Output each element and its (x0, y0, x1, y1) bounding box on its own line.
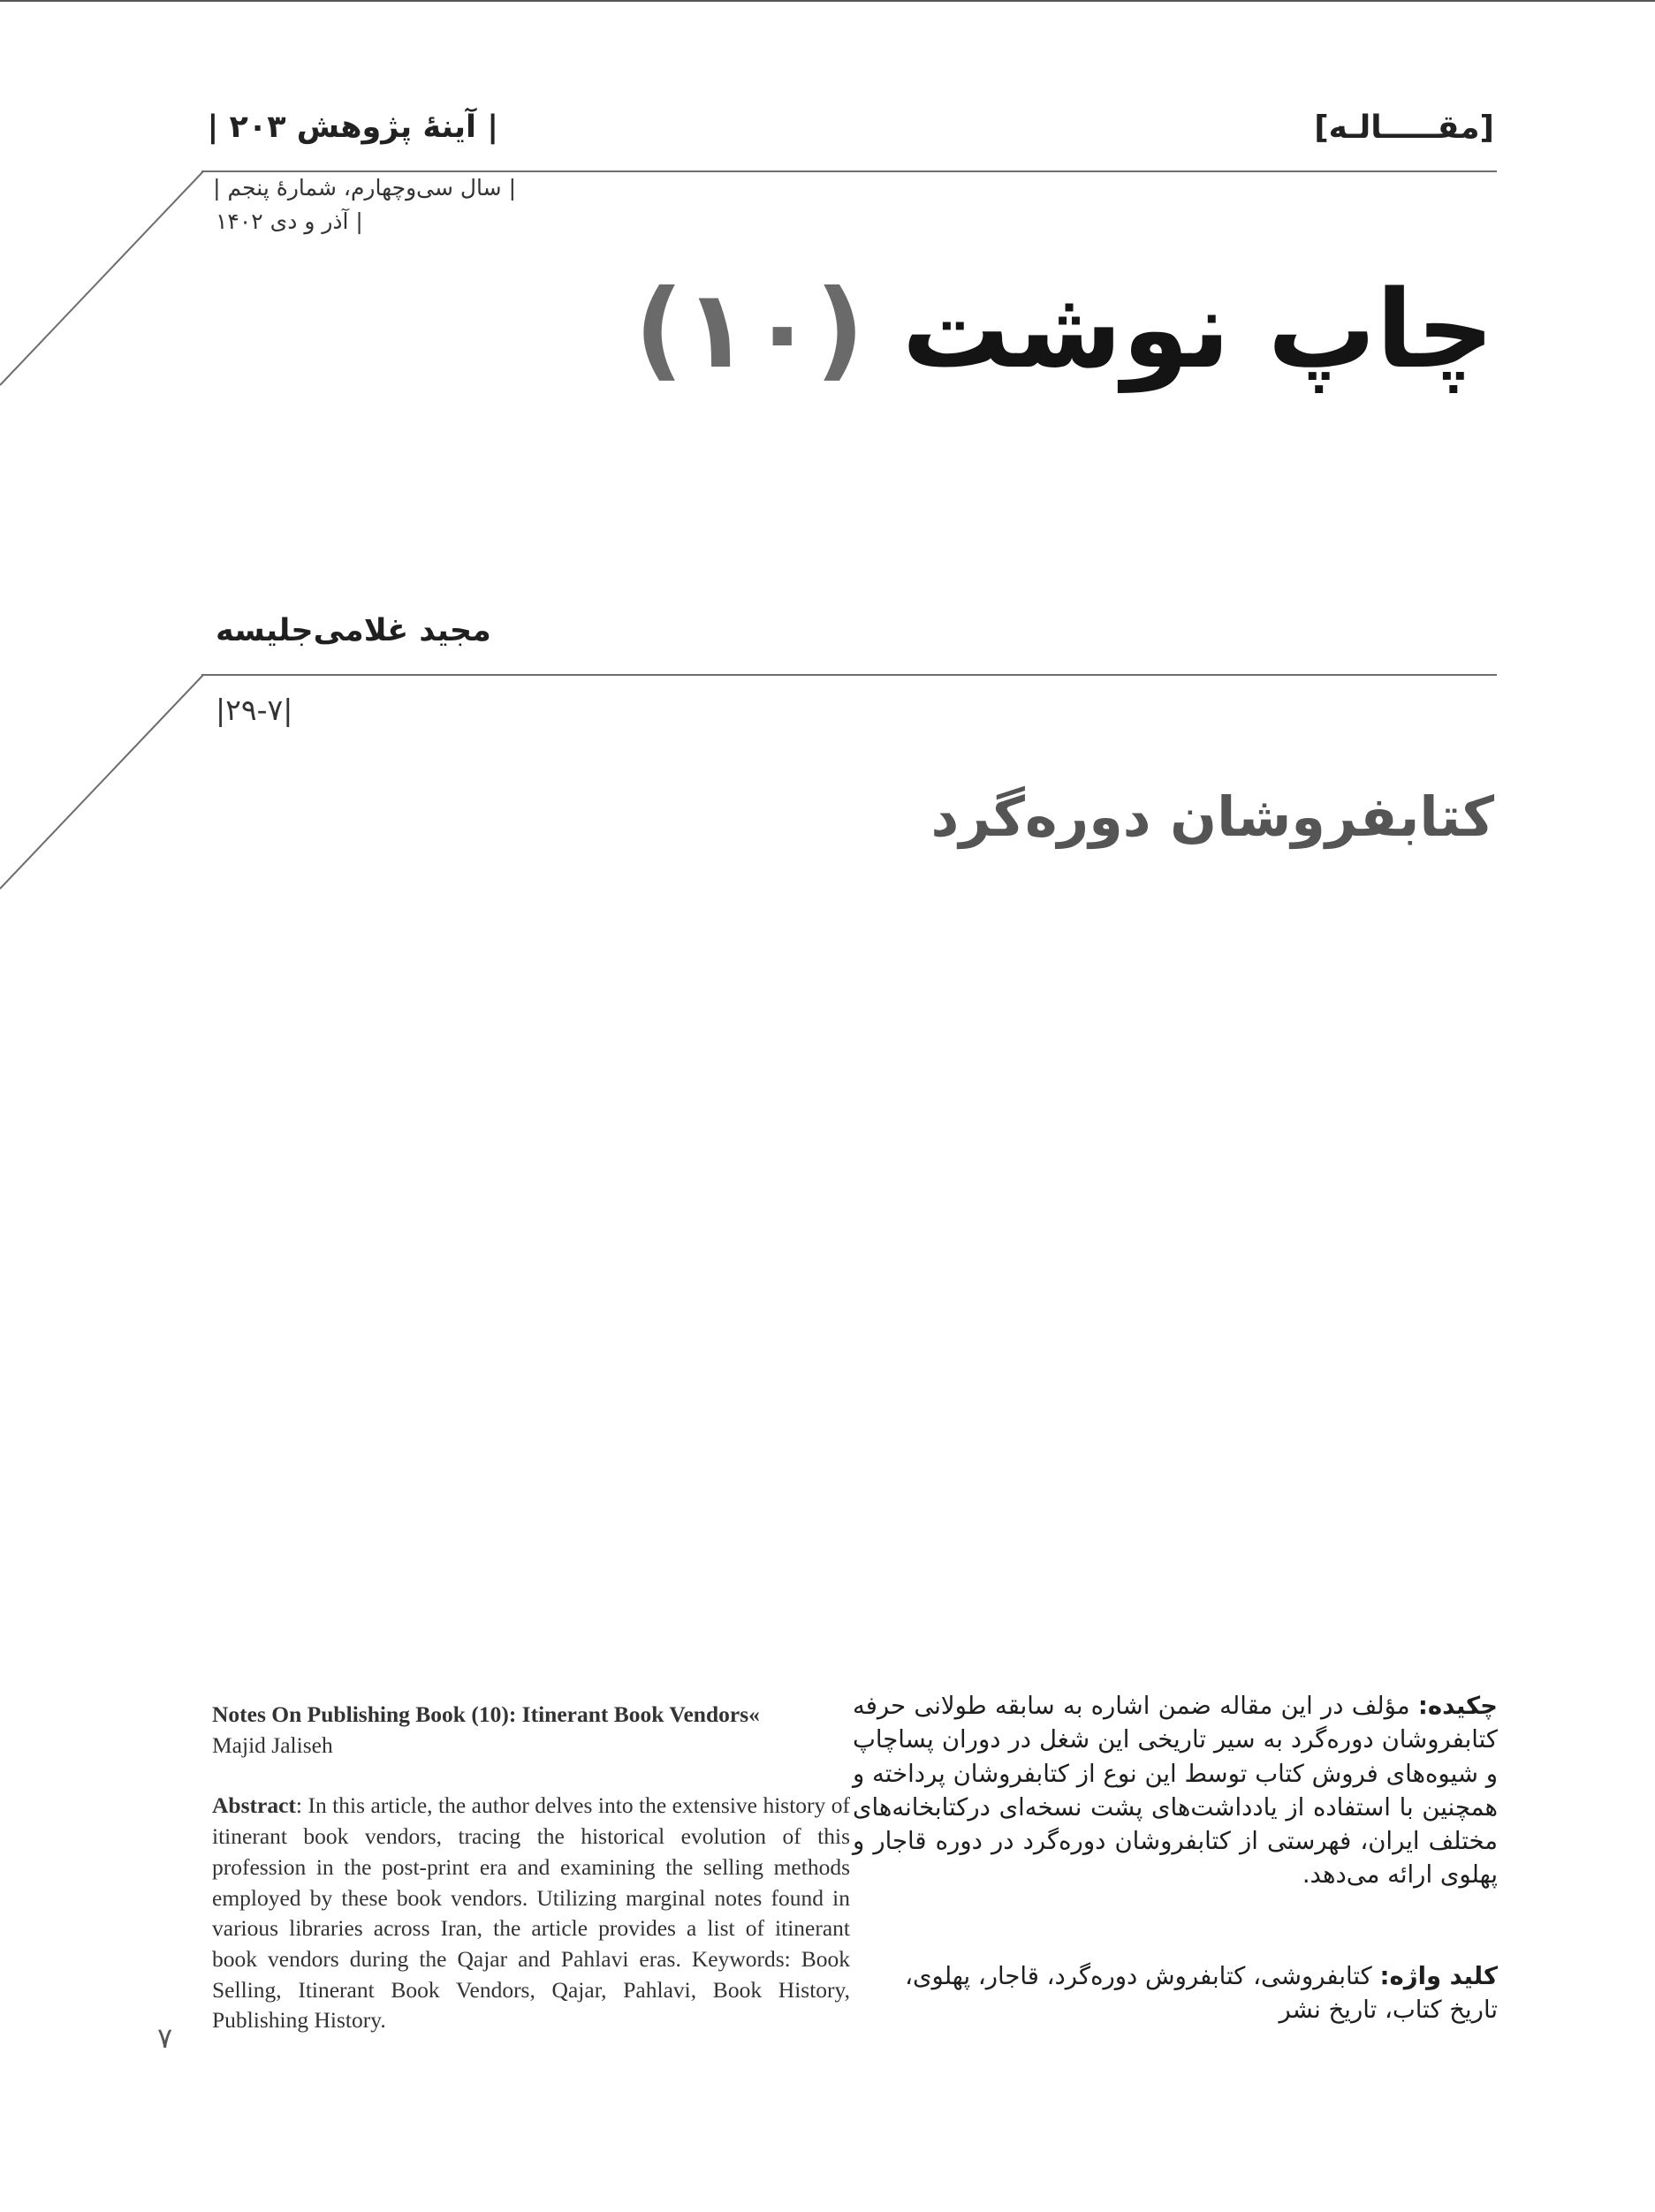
persian-abstract-label: چکیده: (1417, 1692, 1498, 1720)
english-abstract (212, 1791, 850, 2036)
issue-volume-line: | سال سی‌وچهارم، شمارۀ پنجم | (213, 175, 516, 201)
journal-header: | آینۀ پژوهش ۲۰۳ | (207, 110, 498, 145)
article-subtitle: کتابفروشان دوره‌گرد (930, 784, 1494, 849)
section-label: [مقـــــالـه] (1314, 110, 1494, 146)
page-range: |۲۹-۷| (216, 693, 293, 727)
page-title (611, 265, 1494, 394)
header-divider-line (201, 170, 1497, 172)
author-divider-line (201, 674, 1497, 676)
english-abstract-label: Abstract (212, 1792, 296, 1819)
english-abstract-text: : In this article, the author delves into the extensive history of itinerant book vendors, tracing the historical evolution of this profession in the post-print era and examining the selling methods employed by these book vendors. Utilizing marginal notes found in various libraries across Iran, the article provides a list of itinerant book vendors during the Qajar and Pahlavi eras. Keywords: Book Selling, Itinerant Book Vendors, Qajar, Pahlavi, Book History, Publishing History. (212, 1792, 850, 2034)
diagonal-decor-lines (0, 0, 212, 892)
persian-keywords (853, 1959, 1498, 2027)
english-author: Majid Jaliseh (212, 1731, 333, 1758)
title-text: چاپ نوشت (901, 267, 1494, 392)
title-number: (۱۰) (634, 267, 865, 392)
page-number: ۷ (157, 2021, 173, 2055)
top-border (0, 0, 1655, 2)
persian-abstract-text: مؤلف در این مقاله ضمن اشاره به سابقه طولانی حرفه کتابفروشان دوره‌گرد به سیر تاریخی این شغل در دوران پساچاپ و شیوه‌های فروش کتاب توسط این نوع از کتابفروشان پرداخته و همچنین با استفاده از یادداشت‌های پشت نسخه‌ای درکتابخانه‌های مختلف ایران، فهرستی از کتابفروشان دوره‌گرد در دوره قاجار و پهلوی ارائه می‌دهد. (853, 1692, 1498, 1890)
author-name: مجید غلامی‌جلیسه (216, 613, 491, 648)
persian-abstract (853, 1689, 1498, 1892)
issue-date-line: | آذر و دی ۱۴۰۲ (216, 208, 363, 234)
persian-keywords-text: کتابفروشی، کتابفروش دوره‌گرد، قاجار، پهلوی، تاریخ کتاب، تاریخ نشر (905, 1962, 1498, 2025)
english-title: Notes On Publishing Book (10): Itinerant Book Vendors« (212, 1701, 760, 1727)
english-abstract-block (212, 1700, 850, 2036)
persian-keywords-label: کلید واژه: (1379, 1962, 1498, 1990)
